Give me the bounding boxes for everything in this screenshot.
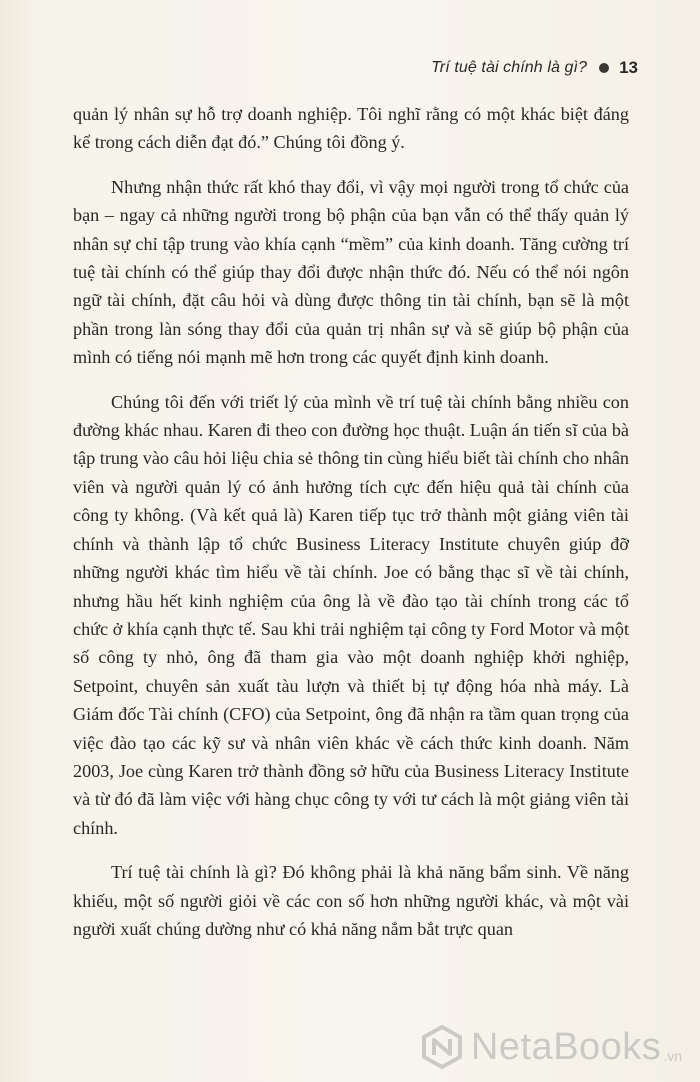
running-title: Trí tuệ tài chính là gì? [431, 59, 588, 76]
paragraph-1: quản lý nhân sự hỗ trợ doanh nghiệp. Tôi nghĩ rằng có một khác biệt đáng kể trong cách diễn đạt đó.” Chúng tôi đồng ý. [73, 104, 629, 153]
body-text [73, 100, 629, 959]
watermark [419, 1024, 682, 1070]
paragraph-3: Chúng tôi đến với triết lý của mình về trí tuệ tài chính bằng nhiều con đường khác nhau. Karen đi theo con đường học thuật. Luận án tiến sĩ của bà tập trung vào câu hỏi liệu chia sẻ thông tin cùng hiểu biết tài chính cho nhân viên và người quản lý có ảnh hưởng tích cực đến hiệu quả tài chính của công ty không. (Và kết quả là) Karen tiếp tục trở thành một giảng viên tài chính và thành lập tổ chức Business Literacy Institute chuyên giúp đỡ những người khác tìm hiểu về tài chính. Joe có bằng thạc sĩ về tài chính, nhưng hầu hết kinh nghiệm của ông là về đào tạo tài chính trong các tổ chức ở khía cạnh thực tế. Sau khi trải nghiệm tại công ty Ford Motor và một số công ty nhỏ, ông đã tham gia vào một doanh nghiệp khởi nghiệp, Setpoint, chuyên sản xuất tàu lượn và thiết bị tự động hóa nhà máy. Là Giám đốc Tài chính (CFO) của Setpoint, ông đã nhận ra tầm quan trọng của việc đào tạo các kỹ sư và nhân viên khác về cách thức kinh doanh. Năm 2003, Joe cùng Karen trở thành đồng sở hữu của Business Literacy Institute và từ đó đã làm việc với hàng chục công ty với tư cách là một giảng viên tài chính. [73, 391, 629, 838]
running-header [431, 58, 638, 78]
watermark-suffix: .vn [663, 1048, 682, 1064]
paragraph-2: Nhưng nhận thức rất khó thay đổi, vì vậy mọi người trong tổ chức của bạn – ngay cả những người trong bộ phận của bạn vẫn có thể thấy quản lý nhân sự chỉ tập trung vào khía cạnh “mềm” của kinh doanh. Tăng cường trí tuệ tài chính có thể giúp thay đổi được nhận thức đó. Nếu có thể nói ngôn ngữ tài chính, đặt câu hỏi và dùng được thông tin tài chính, bạn sẽ là một phần trong làn sóng thay đổi của quản trị nhân sự và sẽ giúp bộ phận của mình có tiếng nói mạnh mẽ hơn trong các quyết định kinh doanh. [73, 176, 629, 368]
page-number: 13 [619, 58, 638, 77]
neta-hexagon-logo-icon [419, 1024, 465, 1070]
watermark-brand: NetaBooks [470, 1025, 662, 1068]
bullet-dot-icon [599, 63, 609, 73]
paragraph-4: Trí tuệ tài chính là gì? Đó không phải là khả năng bẩm sinh. Về năng khiếu, một số người giỏi về các con số hơn những người khác, và một vài người xuất chúng dường như có khả năng nắm bắt trực quan [73, 862, 629, 939]
